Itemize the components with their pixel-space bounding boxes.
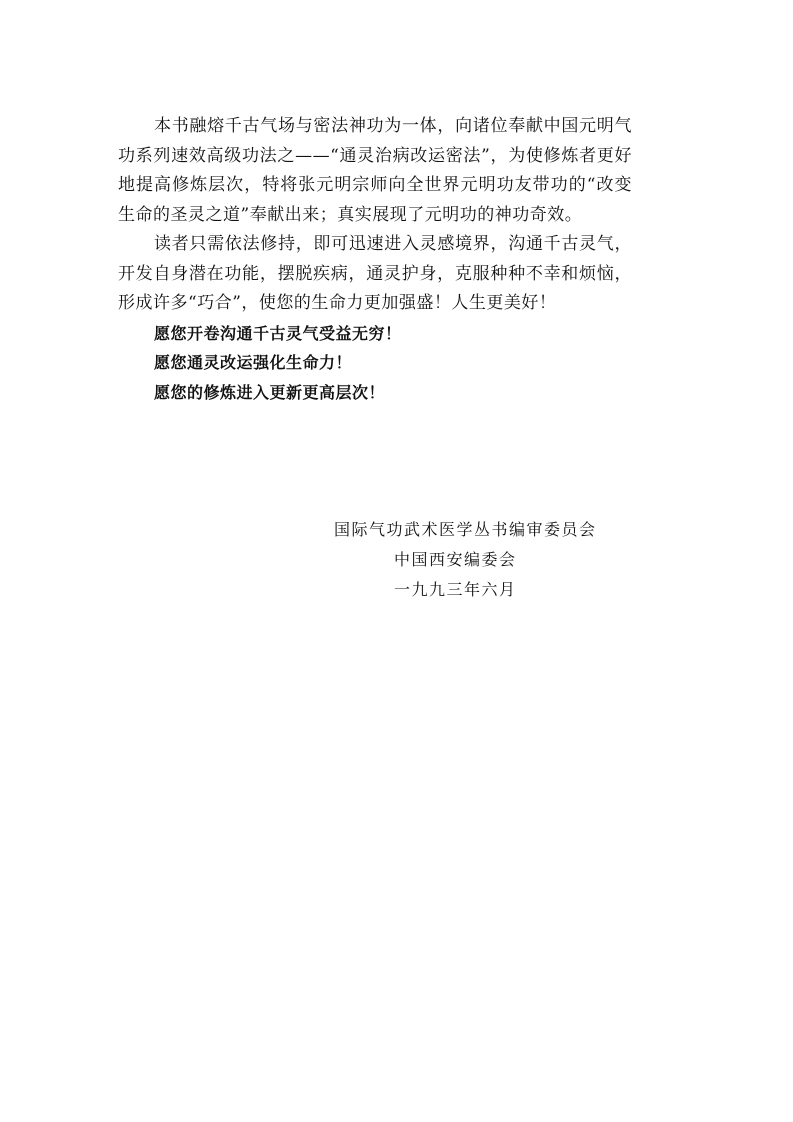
signature-date: 一九九三年六月 xyxy=(394,580,517,599)
wish-list xyxy=(118,319,632,408)
preface-body xyxy=(118,112,632,407)
wish-line: 愿您的修炼进入更新更高层次！ xyxy=(154,382,386,402)
signature-block xyxy=(334,515,634,605)
wish-line: 愿您开卷沟通千古灵气受益无穷！ xyxy=(154,323,402,343)
signature-organization: 国际气功武术医学丛书编审委员会 xyxy=(334,520,597,539)
wish-line: 愿您通灵改运强化生命力！ xyxy=(154,353,353,372)
paragraph-intro: 本书融熔千古气场与密法神功为一体，向诸位奉献中国元明气功系列速效高级功法之——“通灵治病改运密法”，为使修炼者更好地提高修炼层次，特将张元明宗师向全世界元明功友带功的“改变生命的圣灵之道”奉献出来；真实展现了元明功的神功奇效。 xyxy=(118,116,632,225)
signature-committee: 中国西安编委会 xyxy=(394,550,517,569)
paragraph-reader: 读者只需依法修持，即可迅速进入灵感境界，沟通千古灵气，开发自身潜在功能，摆脱疾病，通灵护身，克服种种不幸和烦恼，形成许多“巧合”，使您的生命力更加强盛！人生更美好！ xyxy=(118,234,632,313)
